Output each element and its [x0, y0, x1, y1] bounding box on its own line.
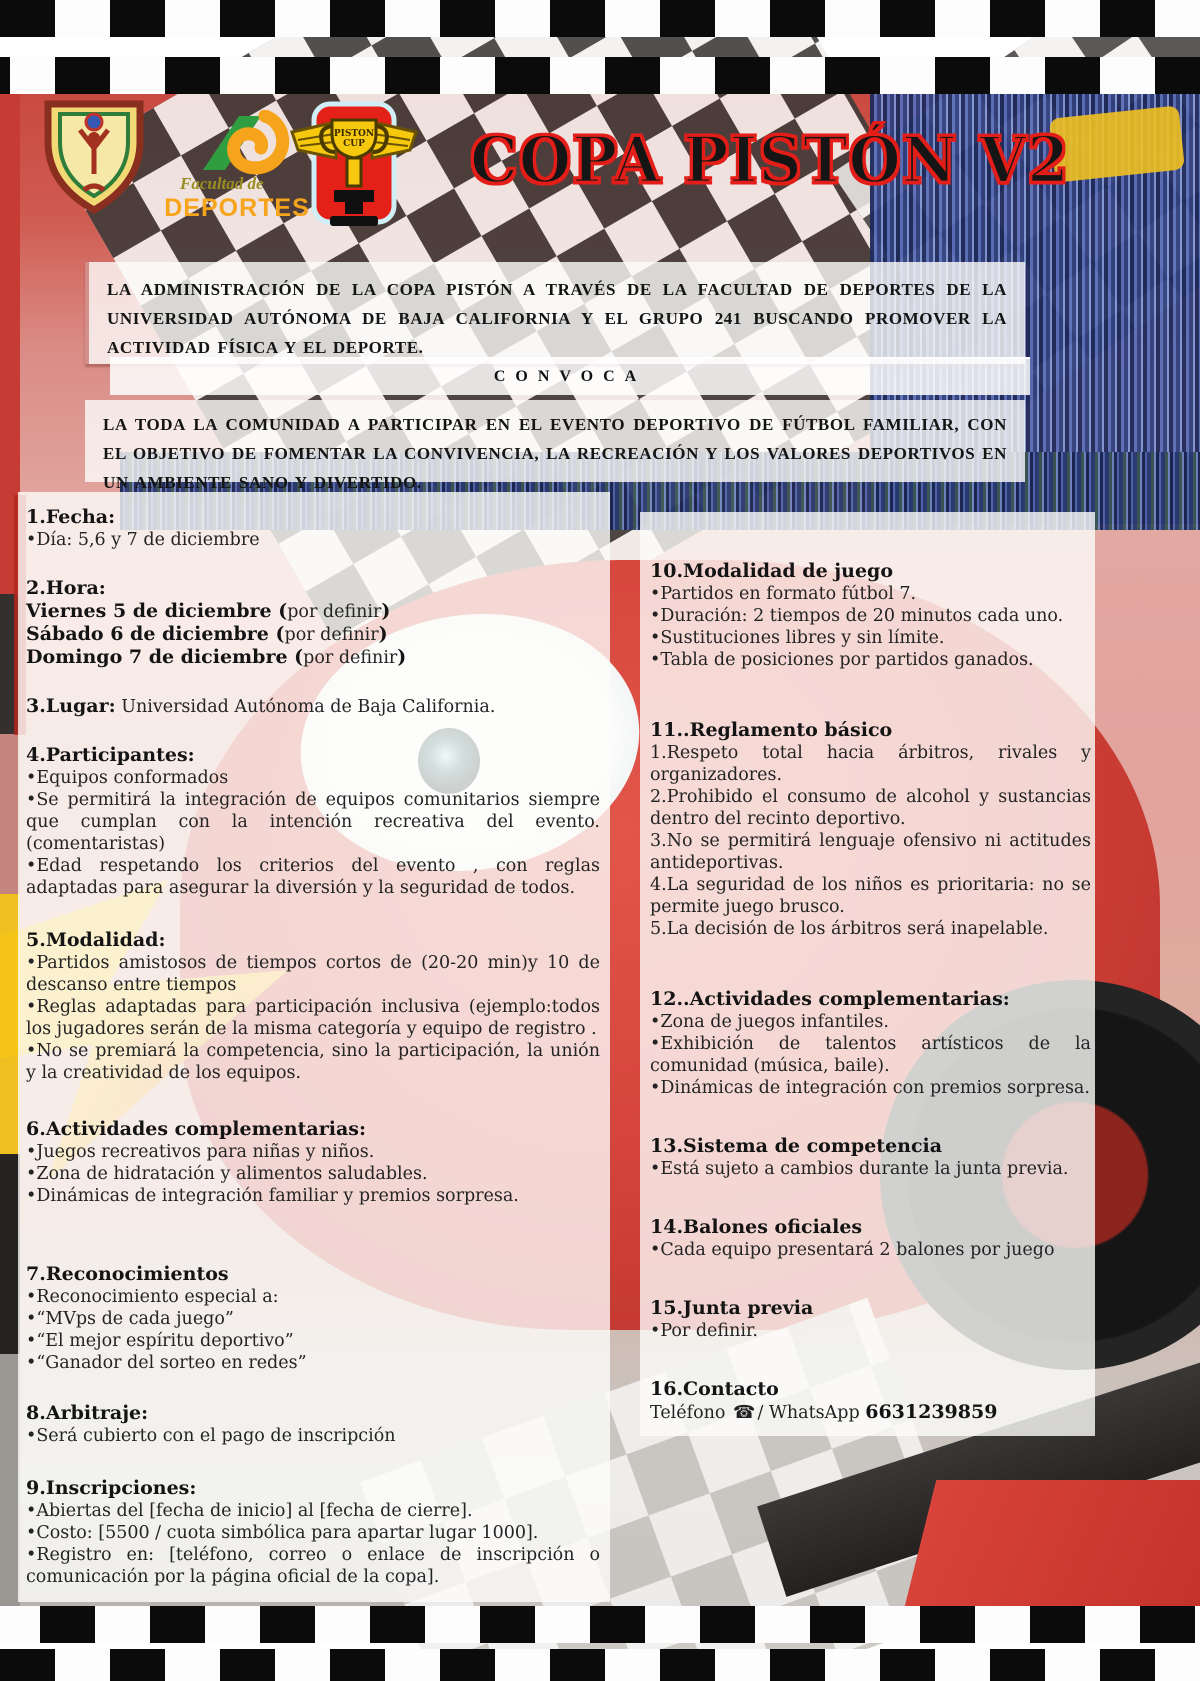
text-run: 15.Junta previa: [650, 1297, 814, 1319]
text-line: [650, 874, 1091, 918]
text-line: [26, 767, 600, 789]
text-line: [26, 1425, 600, 1447]
text-run: Teléfono: [650, 1403, 732, 1423]
section: [650, 988, 1091, 1099]
text-line: [650, 627, 1091, 649]
piston-cup-logo: [290, 96, 418, 240]
text-run: •Duración: 2 tiempos de 20 minutos cada uno.: [650, 606, 1064, 626]
text-run: 3.Lugar:: [26, 695, 116, 717]
checker-border-top-row2: [0, 57, 1200, 94]
text-line: [26, 929, 600, 952]
text-run: 2.Hora:: [26, 577, 106, 599]
text-line: [26, 1522, 600, 1544]
text-run: •Dinámicas de integración con premios sorpresa.: [650, 1078, 1090, 1098]
text-run: 1.Respeto total hacia árbitros, rivales y organizadores.: [650, 743, 1091, 785]
text-line: [650, 1077, 1091, 1099]
text-run: •Cada equipo presentará 2 balones por juego: [650, 1240, 1055, 1260]
text-run: 4.Participantes:: [26, 744, 195, 766]
text-line: [650, 1135, 1091, 1158]
text-run: 6631239859: [865, 1401, 998, 1423]
text-line: [26, 1185, 600, 1207]
text-run: •Abiertas del [fecha de inicio] al [fecha de cierre].: [26, 1501, 473, 1521]
phone-icon: ☎: [733, 1402, 756, 1423]
checker-border-top-row1: [0, 0, 1200, 37]
text-line: [26, 1477, 600, 1500]
text-line: [650, 605, 1091, 627]
text-run: / WhatsApp: [757, 1403, 866, 1423]
text-run: 10.Modalidad de juego: [650, 560, 894, 582]
text-line: [650, 1297, 1091, 1320]
text-run: 5.Modalidad:: [26, 929, 166, 951]
text-line: [26, 1040, 600, 1084]
text-line: [26, 1141, 600, 1163]
text-line: [26, 646, 600, 669]
text-line: [26, 1544, 600, 1588]
deportes-label: DEPORTES: [164, 194, 310, 222]
text-run: por definir: [284, 625, 379, 645]
text-line: [650, 1320, 1091, 1342]
text-run: •Zona de juegos infantiles.: [650, 1012, 889, 1032]
facultad-deportes-monogram: [177, 110, 297, 176]
text-run: 16.Contacto: [650, 1378, 779, 1400]
text-line: [650, 1239, 1091, 1261]
checker-border-bottom-row1: [0, 1606, 1200, 1643]
text-run: •Registro en: [teléfono, correo o enlace de inscripción o comunicación por la página oficial de la copa].: [26, 1545, 600, 1587]
text-line: [650, 786, 1091, 830]
uabc-crest-logo: [38, 98, 150, 224]
text-run: •“MVps de cada juego”: [26, 1309, 234, 1329]
section: [650, 1135, 1091, 1180]
text-run: •Juegos recreativos para niñas y niños.: [26, 1142, 375, 1162]
section: [26, 929, 600, 1084]
text-run: •Tabla de posiciones por partidos ganados.: [650, 650, 1034, 670]
text-line: [26, 789, 600, 855]
text-line: [26, 1500, 600, 1522]
text-run: •Será cubierto con el pago de inscripción: [26, 1426, 396, 1446]
section: [26, 1477, 600, 1588]
text-line: [650, 742, 1091, 786]
text-line: [650, 1216, 1091, 1239]
text-line: [26, 695, 600, 718]
text-run: 13.Sistema de competencia: [650, 1135, 943, 1157]
section: [26, 506, 600, 551]
page-title: COPA PISTÓN V2: [470, 123, 1070, 199]
text-run: ): [397, 646, 407, 668]
red-corner-patch: [904, 1480, 1200, 1610]
text-run: •Edad respetando los criterios del evento , con reglas adaptadas para asegurar la diversión y la seguridad de todos.: [26, 856, 600, 898]
section: [650, 719, 1091, 940]
text-run: •“El mejor espíritu deportivo”: [26, 1331, 294, 1351]
text-line: [26, 506, 600, 529]
intro-paragraph: LA ADMINISTRACIÓN DE LA COPA PISTÓN A TRAVÉS DE LA FACULTAD DE DEPORTES DE LA UNIVERSIDAD AUTÓNOMA DE BAJA CALIFORNIA Y EL GRUPO 241 BUSCANDO PROMOVER LA ACTIVIDAD FÍSICA Y EL DEPORTE.: [107, 280, 1007, 357]
text-line: [26, 623, 600, 646]
convoca-label: CONVOCA: [493, 368, 647, 385]
left-column: [18, 492, 610, 1602]
text-line: [650, 988, 1091, 1011]
text-line: [26, 577, 600, 600]
text-run: •Exhibición de talentos artísticos de la comunidad (música, baile).: [650, 1034, 1091, 1076]
piston-cup-text-1: PISTON: [333, 129, 375, 139]
text-run: •Partidos amistosos de tiempos cortos de (20-20 min)y 10 de descanso entre tiempos: [26, 953, 600, 995]
text-run: 2.Prohibido el consumo de alcohol y sustancias dentro del recinto deportivo.: [650, 787, 1091, 829]
text-run: •“Ganador del sorteo en redes”: [26, 1353, 307, 1373]
text-line: [650, 1158, 1091, 1180]
text-line: [26, 600, 600, 623]
text-run: 11..Reglamento básico: [650, 719, 893, 741]
text-run: •Reconocimiento especial a:: [26, 1287, 279, 1307]
section: [26, 1263, 600, 1374]
text-run: •Costo: [5500 / cuota simbólica para apartar lugar 1000].: [26, 1523, 539, 1543]
text-run: 12..Actividades complementarias:: [650, 988, 1010, 1010]
convoca-band: [110, 357, 1030, 395]
text-line: [26, 952, 600, 996]
text-run: por definir: [303, 648, 398, 668]
text-line: [650, 719, 1091, 742]
checker-border-bottom-row2: [0, 1649, 1200, 1681]
text-run: Sábado 6 de diciembre (: [26, 623, 285, 645]
text-run: •Reglas adaptadas para participación inclusiva (ejemplo:todos los jugadores serán de la misma categoría y equipo de registro .: [26, 997, 600, 1039]
text-run: •Se permitirá la integración de equipos comunitarios siempre que cumplan con la intención recreativa del evento.(comentaristas): [26, 790, 600, 854]
text-run: •Sustituciones libres y sin límite.: [650, 628, 945, 648]
text-line: [26, 1352, 600, 1374]
text-run: 1.Fecha:: [26, 506, 116, 528]
section: [26, 1402, 600, 1447]
section: [650, 1216, 1091, 1261]
text-run: Viernes 5 de diciembre (: [26, 600, 288, 622]
text-run: •Partidos en formato fútbol 7.: [650, 584, 917, 604]
text-line: [26, 529, 600, 551]
text-run: •Día: 5,6 y 7 de diciembre: [26, 530, 260, 550]
text-line: [650, 1011, 1091, 1033]
text-run: •Dinámicas de integración familiar y premios sorpresa.: [26, 1186, 519, 1206]
text-line: [26, 1263, 600, 1286]
intro-box: [85, 262, 1025, 364]
text-run: •Zona de hidratación y alimentos saludables.: [26, 1164, 428, 1184]
text-run: por definir: [287, 602, 382, 622]
text-line: [650, 583, 1091, 605]
text-run: 6.Actividades complementarias:: [26, 1118, 366, 1140]
text-line: [650, 830, 1091, 874]
text-run: 14.Balones oficiales: [650, 1216, 863, 1238]
text-run: ): [381, 600, 391, 622]
text-line: [26, 1286, 600, 1308]
text-run: •Por definir.: [650, 1321, 758, 1341]
section: [650, 1297, 1091, 1342]
text-line: [650, 649, 1091, 671]
section: [650, 1378, 1091, 1424]
section: [26, 695, 600, 718]
text-run: Universidad Autónoma de Baja California.: [115, 697, 496, 717]
text-run: ): [378, 623, 388, 645]
text-line: [26, 855, 600, 899]
right-column: [640, 512, 1095, 1436]
text-run: •Está sujeto a cambios durante la junta previa.: [650, 1159, 1069, 1179]
text-run: •Equipos conformados: [26, 768, 229, 788]
text-line: [650, 1033, 1091, 1077]
text-line: [650, 560, 1091, 583]
text-run: 9.Inscripciones:: [26, 1477, 197, 1499]
text-run: 8.Arbitraje:: [26, 1402, 149, 1424]
text-run: 7.Reconocimientos: [26, 1263, 229, 1285]
piston-cup-text-2: CUP: [343, 139, 365, 149]
section: [26, 1118, 600, 1207]
invitation-box: [85, 400, 1025, 492]
facultad-de-label: Facultad de: [180, 174, 264, 193]
text-run: 5.La decisión de los árbitros será inapelable.: [650, 919, 1049, 939]
text-line: [26, 1308, 600, 1330]
text-run: 4.La seguridad de los niños es prioritaria: no se permite juego brusco.: [650, 875, 1091, 917]
text-line: [650, 918, 1091, 940]
text-run: •No se premiará la competencia, sino la participación, la unión y la creatividad de los equipos.: [26, 1041, 600, 1083]
text-line: [26, 1118, 600, 1141]
text-run: Domingo 7 de diciembre (: [26, 646, 304, 668]
text-line: [650, 1378, 1091, 1401]
section: [650, 560, 1091, 671]
section: [26, 577, 600, 669]
invitation-paragraph: LA TODA LA COMUNIDAD A PARTICIPAR EN EL EVENTO DEPORTIVO DE FÚTBOL FAMILIAR, CON EL OBJETIVO DE FOMENTAR LA CONVIVENCIA, LA RECREACIÓN Y LOS VALORES DEPORTIVOS EN UN AMBIENTE SANO Y DIVERTIDO.: [103, 415, 1007, 492]
text-line: [26, 1163, 600, 1185]
text-line: [650, 1401, 1091, 1424]
text-line: [26, 1330, 600, 1352]
section: [26, 744, 600, 899]
text-line: [26, 744, 600, 767]
text-line: [26, 1402, 600, 1425]
text-line: [26, 996, 600, 1040]
text-run: 3.No se permitirá lenguaje ofensivo ni actitudes antideportivas.: [650, 831, 1091, 873]
background-left-edge: [0, 94, 20, 1607]
